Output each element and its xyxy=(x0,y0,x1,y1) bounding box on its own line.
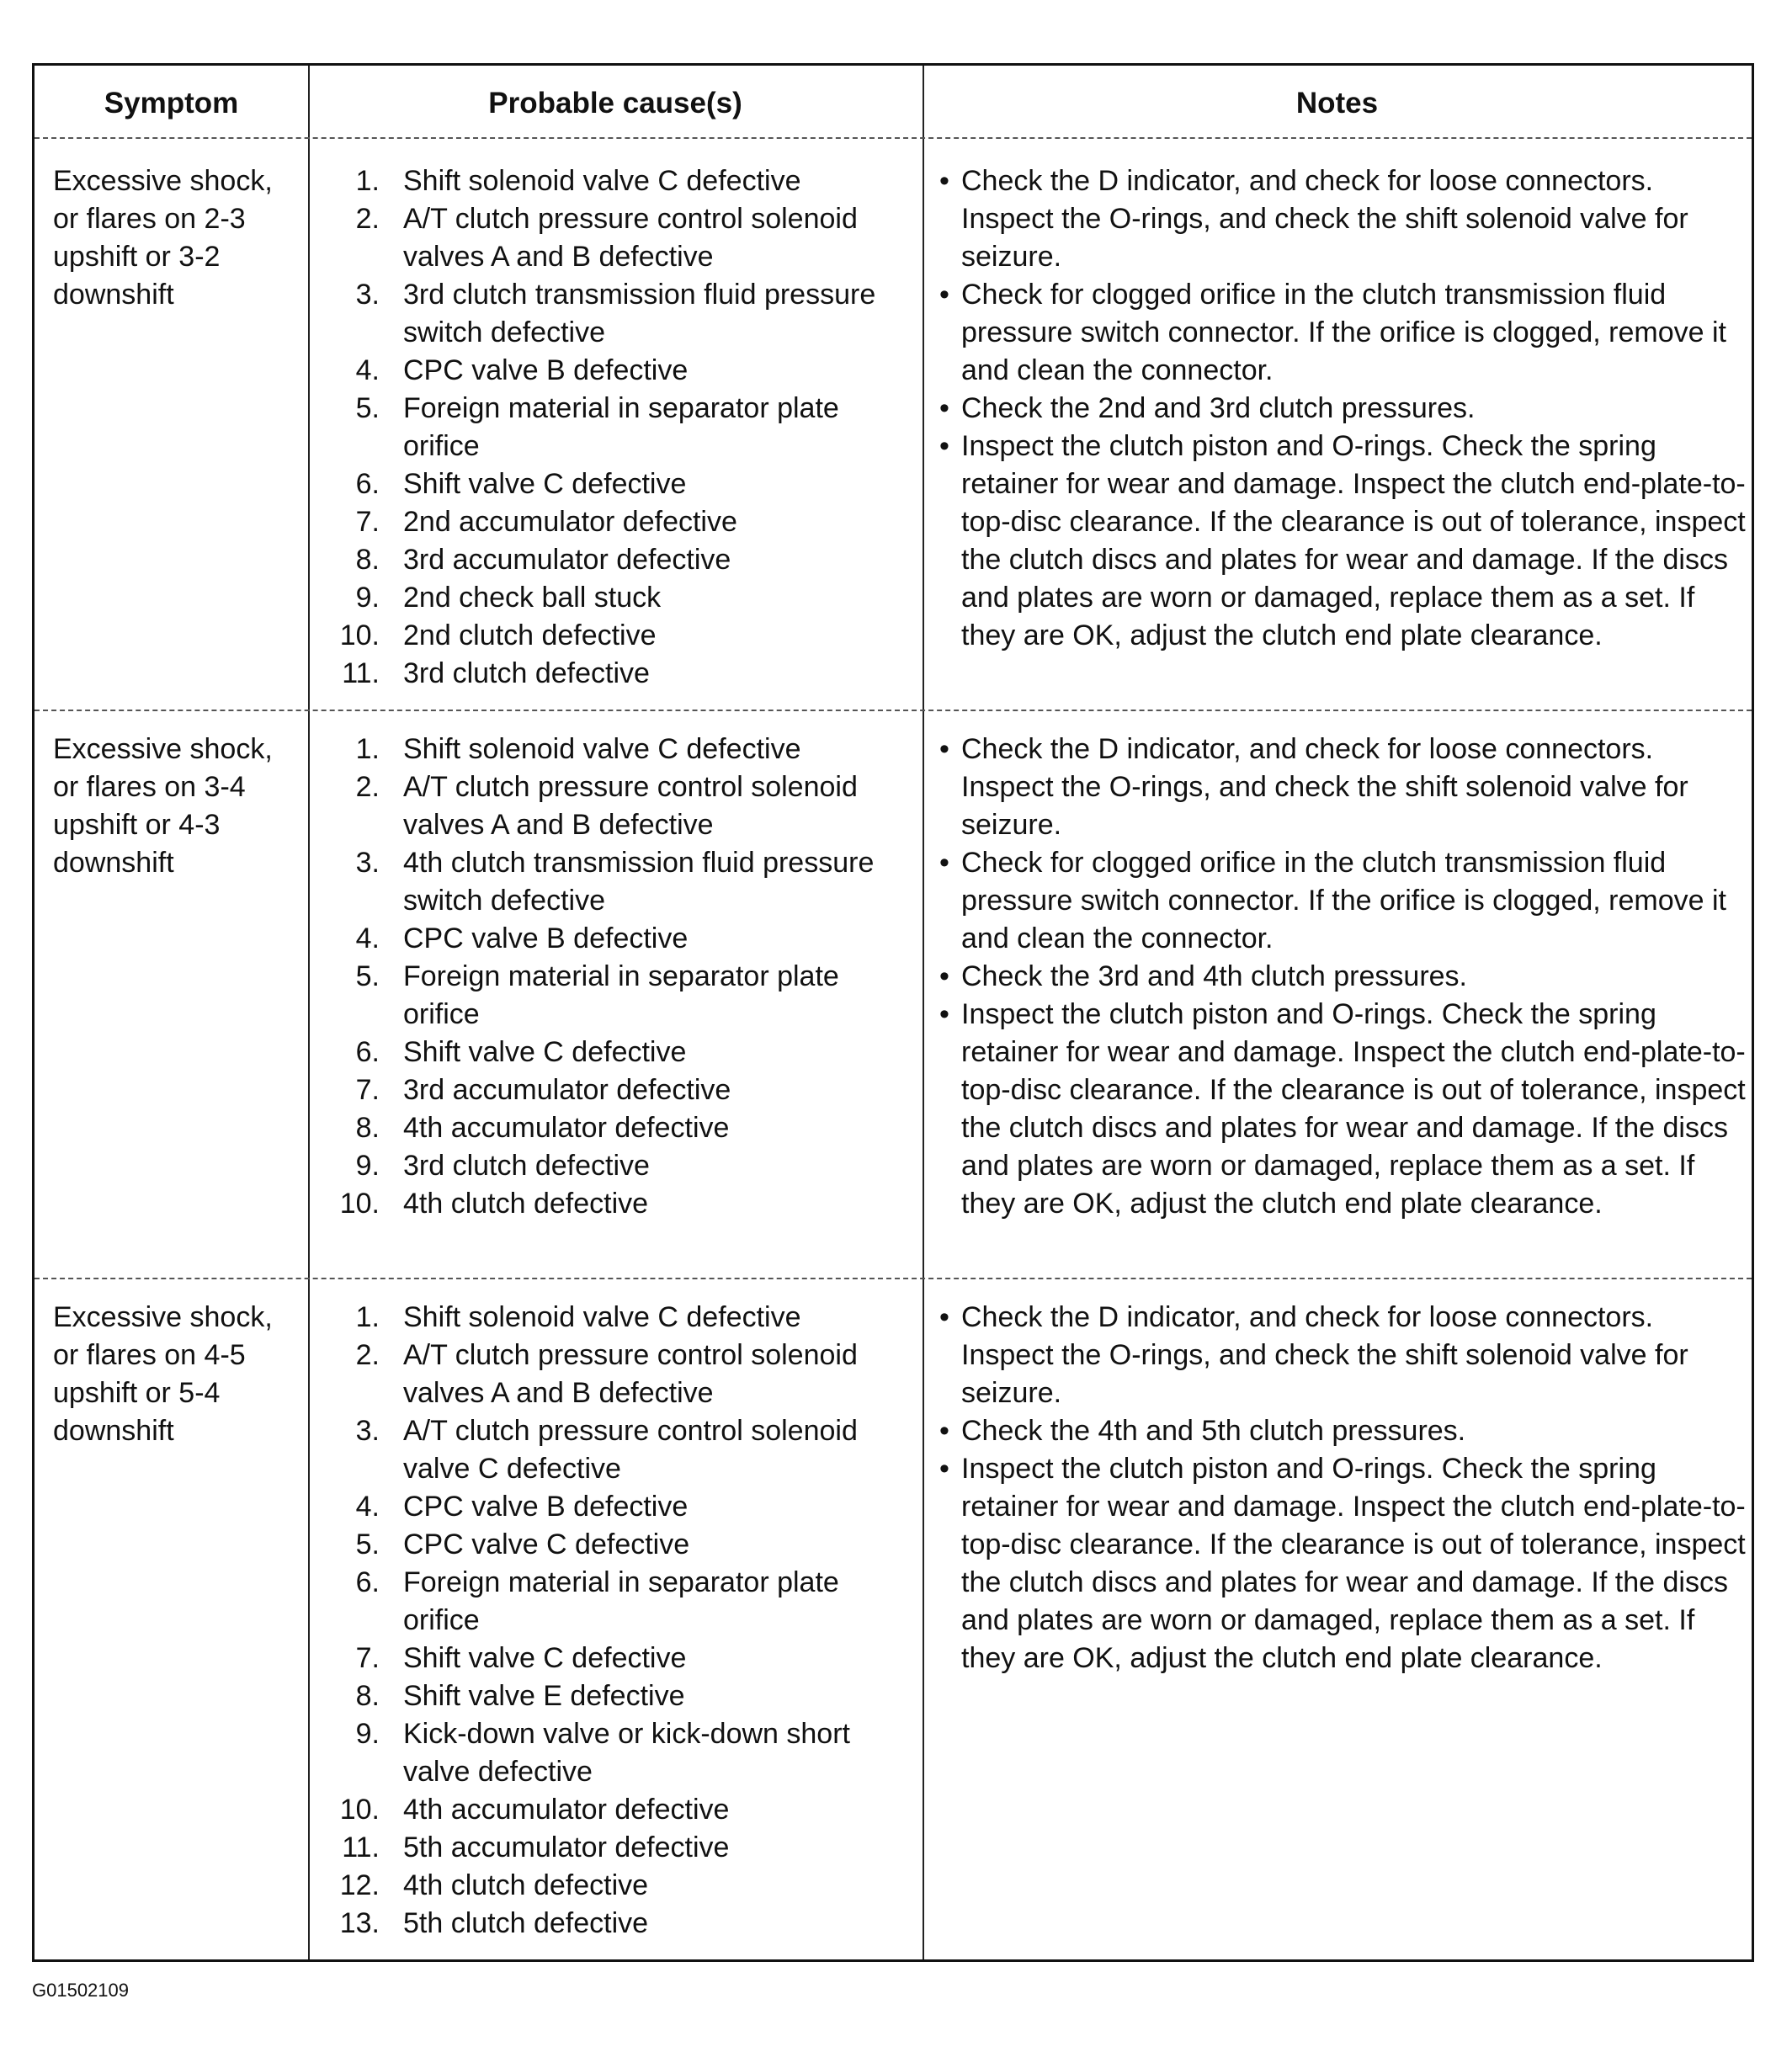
cause-item xyxy=(329,768,918,844)
bullet-icon: • xyxy=(939,1301,949,1333)
cause-text: 5th clutch defective xyxy=(403,1907,649,1939)
bullet-icon: • xyxy=(939,733,949,765)
notes-list xyxy=(939,162,1752,655)
cause-item xyxy=(329,731,918,768)
cause-text: Shift valve C defective xyxy=(403,1036,687,1068)
cause-number: 2. xyxy=(355,1339,380,1371)
row-divider xyxy=(35,137,1752,139)
cause-text: 4th clutch defective xyxy=(403,1188,649,1220)
note-text: Check for clogged orifice in the clutch transmission fluid pressure switch connector. If the orifice is clogged, remove it and clean the connector. xyxy=(961,279,1726,386)
cause-number: 8. xyxy=(355,1112,380,1144)
cause-item xyxy=(329,1791,918,1829)
cause-text: Foreign material in separator plate orifice xyxy=(403,960,839,1030)
note-text: Check the 2nd and 3rd clutch pressures. xyxy=(961,392,1476,424)
cause-number: 4. xyxy=(355,1491,380,1523)
cause-number: 5. xyxy=(355,1528,380,1560)
cause-item xyxy=(329,1715,918,1791)
cause-number: 3. xyxy=(355,1415,380,1447)
cause-item xyxy=(329,1905,918,1943)
cause-text: CPC valve B defective xyxy=(403,354,689,386)
note-item xyxy=(939,276,1752,390)
cause-item xyxy=(329,1034,918,1071)
causes-list xyxy=(329,731,918,1223)
cause-item xyxy=(329,1526,918,1564)
cause-item xyxy=(329,958,918,1034)
bullet-icon: • xyxy=(939,430,949,462)
note-item xyxy=(939,958,1752,996)
cause-item xyxy=(329,503,918,541)
cause-item xyxy=(329,1109,918,1147)
cause-text: Kick-down valve or kick-down short valve defective xyxy=(403,1718,850,1788)
cause-number: 11. xyxy=(342,1831,380,1863)
notes-list xyxy=(939,1299,1752,1677)
cause-number: 11. xyxy=(342,657,380,689)
cause-item xyxy=(329,1640,918,1677)
cause-number: 1. xyxy=(355,1301,380,1333)
header-notes: Notes xyxy=(1295,87,1379,120)
cause-text: 2nd check ball stuck xyxy=(403,582,662,614)
note-text: Inspect the clutch piston and O-rings. Check the spring retainer for wear and damage. Inspect the clutch end-plate-to-top-disc clearance. If the clearance is out of tolerance, inspect the clutch discs and plates for wear and damage. If the discs and plates are worn or damaged, replace them as a set. If they are OK, adjust the clutch end plate clearance. xyxy=(961,998,1746,1220)
cause-text: CPC valve B defective xyxy=(403,1491,689,1523)
cause-number: 2. xyxy=(355,203,380,235)
note-item xyxy=(939,996,1752,1223)
bullet-icon: • xyxy=(939,279,949,311)
cause-item xyxy=(329,1071,918,1109)
cause-item xyxy=(329,1412,918,1488)
cause-item xyxy=(329,200,918,276)
bullet-icon: • xyxy=(939,847,949,879)
cause-text: 4th clutch transmission fluid pressure switch defective xyxy=(403,847,875,917)
cause-number: 10. xyxy=(339,619,380,651)
note-item xyxy=(939,1412,1752,1450)
cause-item xyxy=(329,1185,918,1223)
cause-text: 3rd clutch defective xyxy=(403,657,650,689)
cause-text: Shift solenoid valve C defective xyxy=(403,165,801,197)
cause-number: 9. xyxy=(355,1718,380,1750)
symptom-cell: Excessive shock, or flares on 3-4 upshift or 4-3 downshift xyxy=(53,733,273,879)
cause-number: 12. xyxy=(339,1869,380,1901)
note-text: Check the D indicator, and check for loose connectors. Inspect the O-rings, and check the shift solenoid valve for seizure. xyxy=(961,733,1688,841)
row-divider xyxy=(35,1278,1752,1279)
row-divider xyxy=(35,710,1752,711)
cause-text: A/T clutch pressure control solenoid valves A and B defective xyxy=(403,771,858,841)
bullet-icon: • xyxy=(939,960,949,992)
note-item xyxy=(939,731,1752,844)
note-text: Inspect the clutch piston and O-rings. Check the spring retainer for wear and damage. Inspect the clutch end-plate-to-top-disc clearance. If the clearance is out of tolerance, inspect the clutch discs and plates for wear and damage. If the discs and plates are worn or damaged, replace them as a set. If they are OK, adjust the clutch end plate clearance. xyxy=(961,1453,1746,1674)
cause-item xyxy=(329,352,918,390)
cause-item xyxy=(329,579,918,617)
cause-number: 9. xyxy=(355,582,380,614)
cause-text: 3rd accumulator defective xyxy=(403,1074,731,1106)
cause-text: Shift valve C defective xyxy=(403,468,687,500)
cause-text: 2nd accumulator defective xyxy=(403,506,737,538)
cause-item xyxy=(329,541,918,579)
symptom-cell: Excessive shock, or flares on 4-5 upshift or 5-4 downshift xyxy=(53,1301,273,1447)
cause-item xyxy=(329,655,918,693)
cause-number: 5. xyxy=(355,960,380,992)
cause-item xyxy=(329,1677,918,1715)
cause-number: 13. xyxy=(339,1907,380,1939)
note-item xyxy=(939,162,1752,276)
cause-item xyxy=(329,920,918,958)
cause-text: 3rd accumulator defective xyxy=(403,544,731,576)
cause-number: 7. xyxy=(355,506,380,538)
cause-number: 8. xyxy=(355,544,380,576)
column-divider xyxy=(923,66,924,1959)
cause-text: A/T clutch pressure control solenoid valve C defective xyxy=(403,1415,858,1485)
notes-list xyxy=(939,731,1752,1223)
cause-number: 6. xyxy=(355,1036,380,1068)
note-text: Check the 4th and 5th clutch pressures. xyxy=(961,1415,1466,1447)
note-text: Check the 3rd and 4th clutch pressures. xyxy=(961,960,1467,992)
cause-text: Shift solenoid valve C defective xyxy=(403,1301,801,1333)
cause-number: 1. xyxy=(355,165,380,197)
cause-item xyxy=(329,1488,918,1526)
cause-number: 6. xyxy=(355,468,380,500)
cause-number: 7. xyxy=(355,1074,380,1106)
cause-text: Shift solenoid valve C defective xyxy=(403,733,801,765)
cause-text: Shift valve E defective xyxy=(403,1680,685,1712)
cause-text: Foreign material in separator plate orifice xyxy=(403,392,839,462)
cause-item xyxy=(329,1299,918,1337)
cause-number: 4. xyxy=(355,922,380,954)
cause-text: A/T clutch pressure control solenoid valves A and B defective xyxy=(403,203,858,273)
cause-number: 8. xyxy=(355,1680,380,1712)
bullet-icon: • xyxy=(939,1415,949,1447)
note-item xyxy=(939,428,1752,655)
cause-number: 10. xyxy=(339,1188,380,1220)
bullet-icon: • xyxy=(939,1453,949,1485)
cause-text: 3rd clutch defective xyxy=(403,1150,650,1182)
cause-text: CPC valve C defective xyxy=(403,1528,690,1560)
cause-text: A/T clutch pressure control solenoid valves A and B defective xyxy=(403,1339,858,1409)
cause-number: 6. xyxy=(355,1566,380,1598)
note-item xyxy=(939,1450,1752,1677)
note-text: Check the D indicator, and check for loose connectors. Inspect the O-rings, and check the shift solenoid valve for seizure. xyxy=(961,1301,1688,1409)
cause-item xyxy=(329,162,918,200)
cause-text: 4th clutch defective xyxy=(403,1869,649,1901)
cause-item xyxy=(329,617,918,655)
cause-number: 10. xyxy=(339,1794,380,1826)
troubleshooting-table xyxy=(32,63,1754,1962)
header-symptom: Symptom xyxy=(104,87,239,120)
cause-number: 5. xyxy=(355,392,380,424)
cause-item xyxy=(329,1337,918,1412)
cause-text: 2nd clutch defective xyxy=(403,619,657,651)
cause-item xyxy=(329,844,918,920)
cause-text: 3rd clutch transmission fluid pressure switch defective xyxy=(403,279,876,348)
cause-text: 5th accumulator defective xyxy=(403,1831,730,1863)
cause-text: CPC valve B defective xyxy=(403,922,689,954)
column-divider xyxy=(308,66,310,1959)
note-text: Check for clogged orifice in the clutch transmission fluid pressure switch connector. If the orifice is clogged, remove it and clean the connector. xyxy=(961,847,1726,954)
cause-item xyxy=(329,390,918,465)
cause-text: 4th accumulator defective xyxy=(403,1112,730,1144)
cause-text: Foreign material in separator plate orifice xyxy=(403,1566,839,1636)
cause-number: 3. xyxy=(355,847,380,879)
cause-item xyxy=(329,1147,918,1185)
cause-item xyxy=(329,1829,918,1867)
bullet-icon: • xyxy=(939,392,949,424)
cause-number: 9. xyxy=(355,1150,380,1182)
symptom-cell: Excessive shock, or flares on 2-3 upshift or 3-2 downshift xyxy=(53,165,273,311)
note-text: Inspect the clutch piston and O-rings. Check the spring retainer for wear and damage. Inspect the clutch end-plate-to-top-disc clearance. If the clearance is out of tolerance, inspect the clutch discs and plates for wear and damage. If the discs and plates are worn or damaged, replace them as a set. If they are OK, adjust the clutch end plate clearance. xyxy=(961,430,1746,651)
cause-number: 3. xyxy=(355,279,380,311)
figure-id: G01502109 xyxy=(32,1980,129,2001)
header-probable-causes: Probable cause(s) xyxy=(488,87,742,120)
note-text: Check the D indicator, and check for loose connectors. Inspect the O-rings, and check the shift solenoid valve for seizure. xyxy=(961,165,1688,273)
cause-item xyxy=(329,1867,918,1905)
cause-text: 4th accumulator defective xyxy=(403,1794,730,1826)
cause-item xyxy=(329,465,918,503)
bullet-icon: • xyxy=(939,165,949,197)
cause-number: 4. xyxy=(355,354,380,386)
cause-number: 1. xyxy=(355,733,380,765)
bullet-icon: • xyxy=(939,998,949,1030)
cause-item xyxy=(329,1564,918,1640)
cause-number: 7. xyxy=(355,1642,380,1674)
cause-number: 2. xyxy=(355,771,380,803)
cause-item xyxy=(329,276,918,352)
note-item xyxy=(939,844,1752,958)
note-item xyxy=(939,1299,1752,1412)
cause-text: Shift valve C defective xyxy=(403,1642,687,1674)
causes-list xyxy=(329,162,918,693)
note-item xyxy=(939,390,1752,428)
causes-list xyxy=(329,1299,918,1943)
